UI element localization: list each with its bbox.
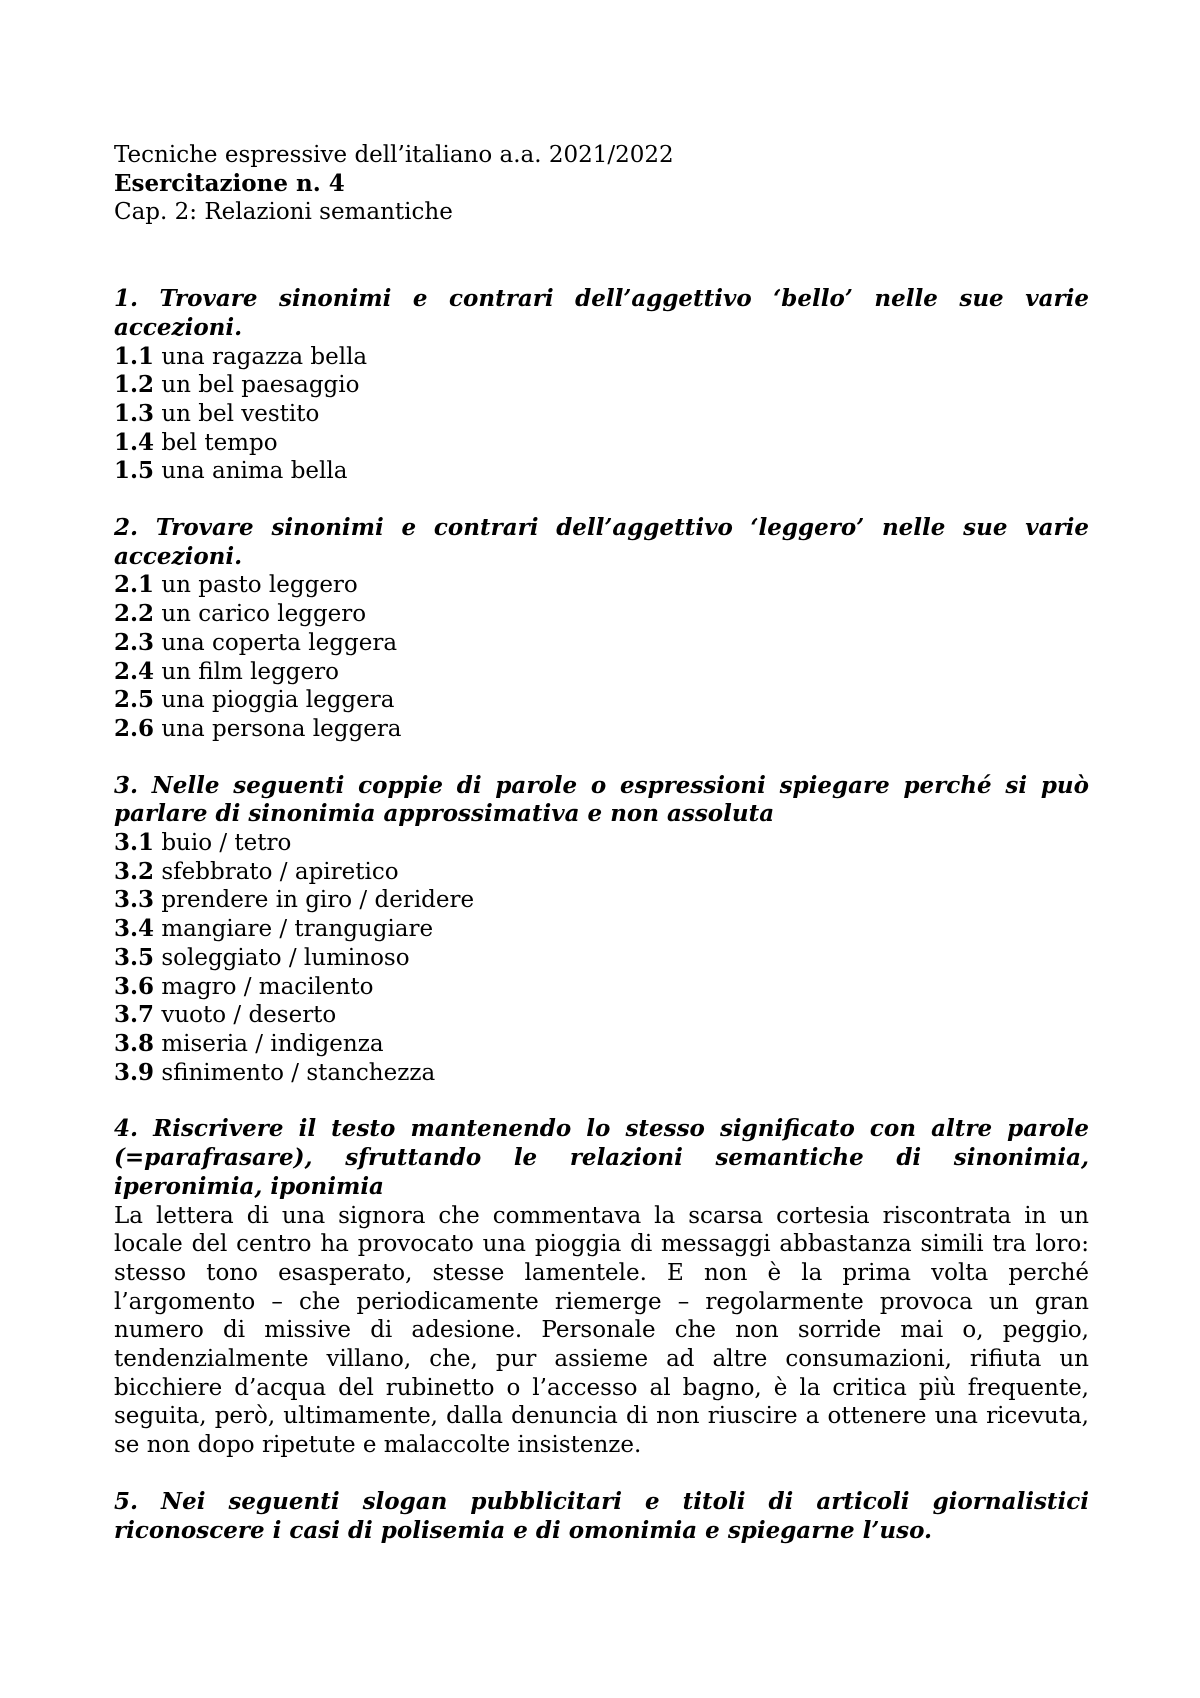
list-item: 3.3 prendere in giro / deridere bbox=[114, 886, 475, 914]
exercise-title: Esercitazione n. 4 bbox=[114, 169, 345, 197]
list-item: 2.4 un film leggero bbox=[114, 657, 339, 685]
section-5 bbox=[114, 1488, 1089, 1545]
list-item: 3.2 sfebbrato / apiretico bbox=[114, 857, 399, 885]
section-5-heading: 5. Nei seguenti slogan pubblicitari e titoli di articoli giornalistici riconoscere i casi di polisemia e di omonimia e spiegarne l’uso. bbox=[114, 1487, 1089, 1544]
list-item: 1.3 un bel vestito bbox=[114, 399, 320, 427]
chapter-title: Cap. 2: Relazioni semantiche bbox=[114, 199, 453, 226]
section-1-list bbox=[114, 343, 1089, 487]
list-item: 1.4 bel tempo bbox=[114, 428, 278, 456]
list-item: 3.1 buio / tetro bbox=[114, 829, 292, 857]
section-2-list bbox=[114, 571, 1089, 743]
list-item: 3.8 miseria / indigenza bbox=[114, 1029, 384, 1057]
list-item: 2.2 un carico leggero bbox=[114, 600, 367, 628]
list-item: 3.6 magro / macilento bbox=[114, 972, 374, 1000]
section-3 bbox=[114, 772, 1089, 1088]
section-3-heading: 3. Nelle seguenti coppie di parole o espressioni spiegare perché si può parlare di sinonimia approssimativa e non assoluta bbox=[114, 771, 1089, 828]
list-item: 2.1 un pasto leggero bbox=[114, 571, 358, 599]
list-item: 1.2 un bel paesaggio bbox=[114, 371, 360, 399]
document-page bbox=[114, 141, 1089, 1545]
section-4-paragraph: La lettera di una signora che commentava la scarsa cortesia riscontrata in un locale del centro ha provocato una pioggia di messaggi abbastanza simili tra loro: stesso tono esasperato, stesse lamentele. E non è la prima volta perché l’argomento – che periodicamente riemerge – regolarmente provoca un gran numero di missive di adesione. Personale che non sorride mai o, peggio, tendenzialmente villano, che, pur assieme ad altre consumazioni, rifiuta un bicchiere d’acqua del rubinetto o l’accesso al bagno, è la critica più frequente, seguita, però, ultimamente, dalla denuncia di non riuscire a ottenere una ricevuta, se non dopo ripetute e malaccolte insistenze. bbox=[114, 1202, 1089, 1459]
list-item: 3.7 vuoto / deserto bbox=[114, 1001, 337, 1029]
section-3-list bbox=[114, 829, 1089, 1087]
list-item: 1.5 una anima bella bbox=[114, 457, 348, 485]
list-item: 3.5 soleggiato / luminoso bbox=[114, 943, 410, 971]
section-1-heading: 1. Trovare sinonimi e contrari dell’aggettivo ‘bello’ nelle sue varie accezioni. bbox=[114, 285, 1089, 341]
section-2-heading: 2. Trovare sinonimi e contrari dell’aggettivo ‘leggero’ nelle sue varie accezioni. bbox=[114, 514, 1089, 570]
section-1 bbox=[114, 285, 1089, 486]
section-4 bbox=[114, 1115, 1089, 1459]
list-item: 3.9 sfinimento / stanchezza bbox=[114, 1058, 436, 1086]
list-item: 2.3 una coperta leggera bbox=[114, 628, 398, 656]
list-item: 2.5 una pioggia leggera bbox=[114, 686, 395, 714]
list-item: 2.6 una persona leggera bbox=[114, 714, 402, 742]
list-item: 1.1 una ragazza bella bbox=[114, 342, 368, 370]
section-2 bbox=[114, 514, 1089, 744]
course-title: Tecniche espressive dell’italiano a.a. 2021/2022 bbox=[114, 142, 674, 168]
list-item: 3.4 mangiare / trangugiare bbox=[114, 915, 434, 943]
section-4-heading: 4. Riscrivere il testo mantenendo lo stesso significato con altre parole (=parafrasare), sfruttando le relazioni semantiche di sinonimia, iperonimia, iponimia bbox=[114, 1115, 1089, 1200]
